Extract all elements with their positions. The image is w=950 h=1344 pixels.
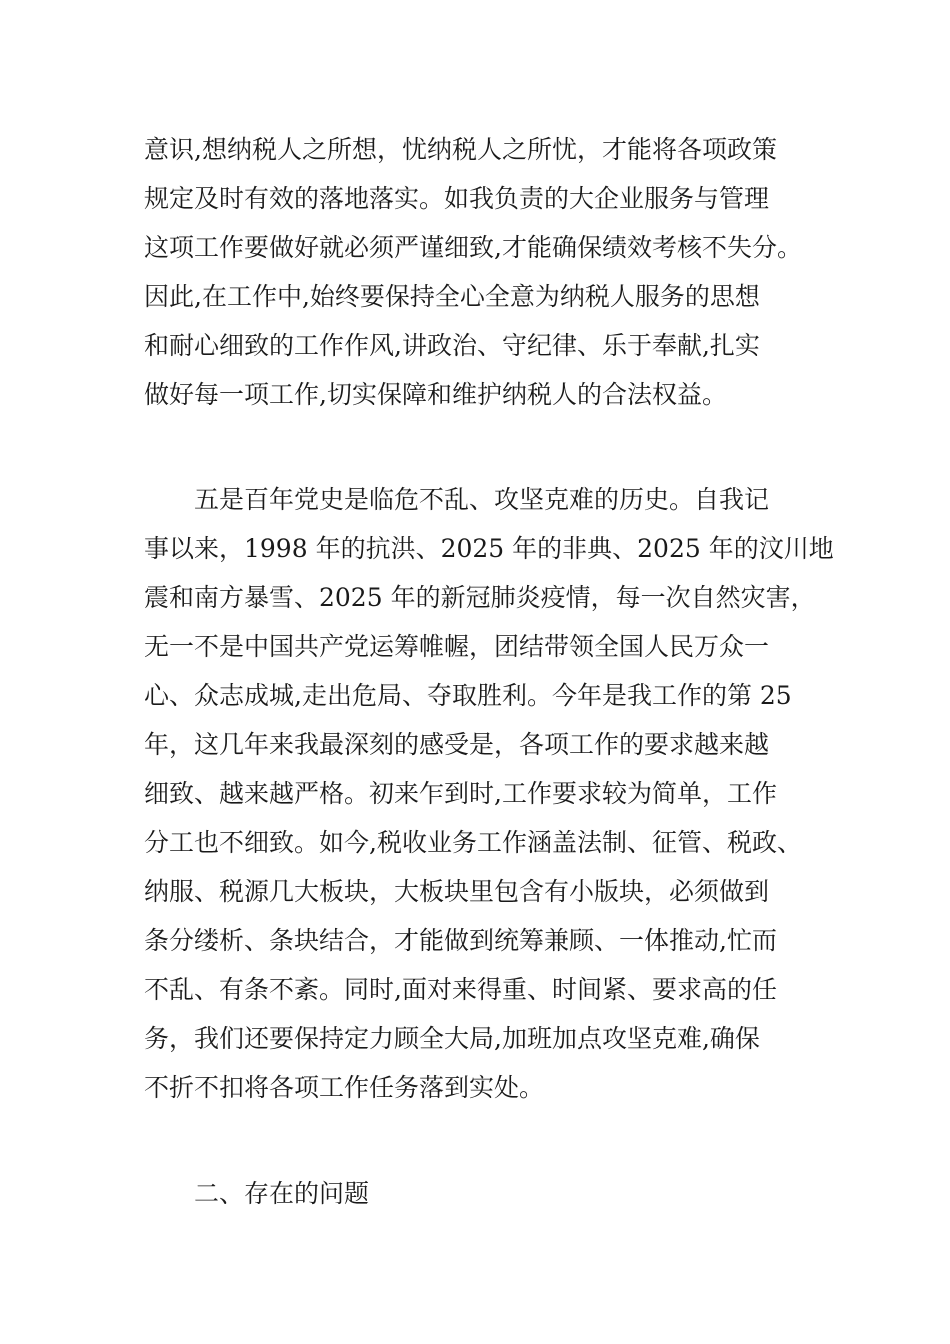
paragraph-line: 务，我们还要保持定力顾全大局,加班加点攻坚克难,确保 <box>144 1024 760 1053</box>
paragraph-party-history <box>144 475 844 1112</box>
paragraph-line: 事以来，1998 年的抗洪、2025 年的非典、2025 年的汶川地 <box>144 534 834 563</box>
paragraph-line: 这项工作要做好就必须严谨细致,才能确保绩效考核不失分。 <box>144 233 802 262</box>
paragraph-line: 心、众志成城,走出危局、夺取胜利。今年是我工作的第 25 <box>144 681 792 710</box>
paragraph-line: 不折不扣将各项工作任务落到实处。 <box>144 1073 545 1102</box>
paragraph-line: 做好每一项工作,切实保障和维护纳税人的合法权益。 <box>144 380 727 409</box>
paragraph-line: 细致、越来越严格。初来乍到时,工作要求较为简单，工作 <box>144 779 777 808</box>
section-heading: 二、存在的问题 <box>194 1179 370 1208</box>
paragraph-continuation <box>144 125 844 419</box>
paragraph-line: 纳服、税源几大板块，大板块里包含有小版块，必须做到 <box>144 877 770 906</box>
section-heading-block <box>144 1169 844 1218</box>
paragraph-line: 无一不是中国共产党运筹帷幄，团结带领全国人民万众一 <box>144 632 770 661</box>
paragraph-line: 因此,在工作中,始终要保持全心全意为纳税人服务的思想 <box>144 282 760 311</box>
paragraph-line: 不乱、有条不紊。同时,面对来得重、时间紧、要求高的任 <box>144 975 777 1004</box>
paragraph-line: 分工也不细致。如今,税收业务工作涵盖法制、征管、税政、 <box>144 828 802 857</box>
paragraph-line: 意识,想纳税人之所想，忧纳税人之所忧，才能将各项政策 <box>144 135 777 164</box>
paragraph-line: 震和南方暴雪、2025 年的新冠肺炎疫情，每一次自然灾害， <box>144 583 816 612</box>
paragraph-line: 和耐心细致的工作作风,讲政治、守纪律、乐于奉献,扎实 <box>144 331 760 360</box>
paragraph-line: 年，这几年来我最深刻的感受是，各项工作的要求越来越 <box>144 730 770 759</box>
paragraph-line: 条分缕析、条块结合，才能做到统筹兼顾、一体推动,忙而 <box>144 926 777 955</box>
paragraph-line: 规定及时有效的落地落实。如我负责的大企业服务与管理 <box>144 184 770 213</box>
paragraph-line: 五是百年党史是临危不乱、攻坚克难的历史。自我记 <box>194 485 770 514</box>
